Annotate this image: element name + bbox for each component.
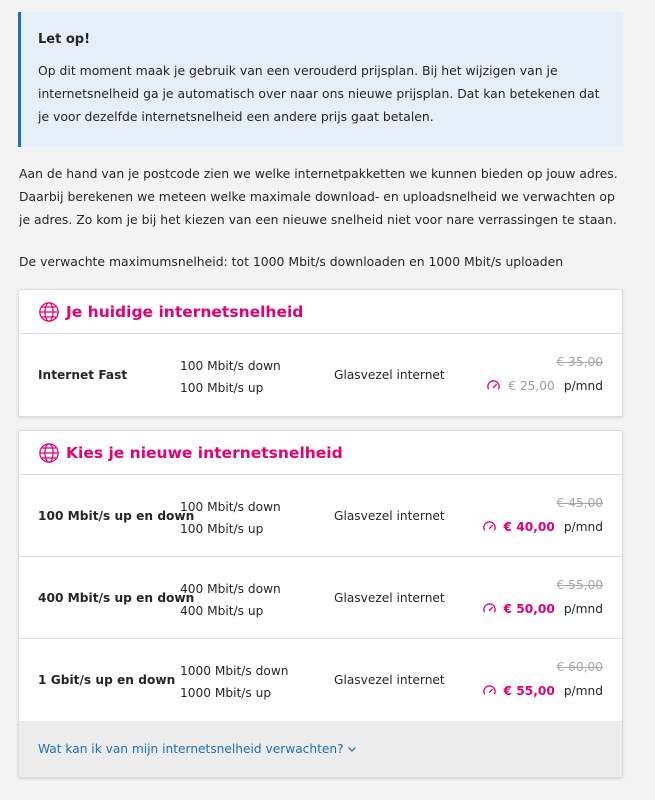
notice-box — [18, 12, 623, 147]
old-price: € 45,00 — [556, 496, 603, 510]
price-line — [482, 683, 603, 698]
speed-option-100[interactable] — [19, 475, 622, 557]
plan-speeds — [180, 660, 289, 704]
old-price: € 35,00 — [556, 355, 603, 369]
plan-speeds — [180, 496, 281, 540]
plan-speeds — [180, 578, 281, 622]
price-line — [482, 519, 603, 534]
speedometer-icon — [486, 378, 501, 393]
choose-speed-header — [19, 431, 622, 475]
speed-option-400[interactable] — [19, 557, 622, 639]
globe-icon — [38, 442, 60, 464]
card-footer — [19, 721, 622, 777]
speed-expectation-link[interactable]: Wat kan ik van mijn internetsnelheid verwachten? — [38, 742, 344, 756]
intro-text: Aan de hand van je postcode zien we welke internetpakketten we kunnen bieden op jouw adres. Daarbij berekenen we meteen welke maximale download- en uploadsnelheid we verwachten op je adres. Zo kom je bij het kiezen van een nieuwe snelheid niet voor nare verrassingen te staan. — [19, 166, 618, 227]
new-price: € 40,00 — [503, 519, 555, 534]
per-month: p/mnd — [563, 683, 603, 698]
old-price: € 60,00 — [556, 660, 603, 674]
new-price: € 55,00 — [503, 683, 555, 698]
speedometer-icon — [482, 519, 497, 534]
plan-name: 1 Gbit/s up en down — [38, 673, 176, 687]
notice-title: Let op! — [38, 32, 91, 47]
price-line — [486, 378, 603, 393]
per-month: p/mnd — [563, 601, 603, 616]
speed-option-1g[interactable] — [19, 639, 622, 721]
current-speed-row — [19, 334, 622, 416]
upload-speed: 100 Mbit/s up — [180, 381, 264, 395]
current-speed-header — [19, 290, 622, 334]
upload-speed: 1000 Mbit/s up — [180, 686, 272, 700]
new-price: € 50,00 — [503, 601, 555, 616]
old-price: € 55,00 — [556, 578, 603, 592]
new-price: € 25,00 — [508, 378, 555, 393]
connection-type: Glasvezel internet — [334, 368, 445, 382]
per-month: p/mnd — [563, 378, 603, 393]
download-speed: 400 Mbit/s down — [180, 582, 281, 596]
per-month: p/mnd — [563, 519, 603, 534]
max-speed-text: De verwachte maximumsnelheid: tot 1000 Mbit/s downloaden en 1000 Mbit/s uploaden — [19, 254, 564, 269]
plan-name: 400 Mbit/s up en down — [38, 590, 195, 605]
choose-speed-title: Kies je nieuwe internetsnelheid — [66, 443, 343, 462]
notice-text: Op dit moment maak je gebruik van een verouderd prijsplan. Bij het wijzigen van je internetsnelheid ga je automatisch over naar ons nieuwe prijsplan. Dat kan betekenen dat je voor dezelfde internetsnelheid een andere prijs gaat betalen. — [38, 63, 600, 124]
price-line — [482, 601, 603, 616]
current-speed-title: Je huidige internetsnelheid — [66, 302, 304, 321]
download-speed: 100 Mbit/s down — [180, 500, 281, 514]
chevron-down-icon[interactable] — [347, 744, 357, 754]
plan-name: 100 Mbit/s up en down — [38, 508, 195, 523]
speedometer-icon — [482, 601, 497, 616]
download-speed: 1000 Mbit/s down — [180, 664, 289, 678]
current-speed-card — [18, 289, 623, 417]
upload-speed: 400 Mbit/s up — [180, 604, 264, 618]
plan-speeds — [180, 355, 281, 399]
upload-speed: 100 Mbit/s up — [180, 522, 264, 536]
speedometer-icon — [482, 683, 497, 698]
choose-speed-card — [18, 430, 623, 778]
plan-name: Internet Fast — [38, 368, 128, 382]
globe-icon — [38, 301, 60, 323]
download-speed: 100 Mbit/s down — [180, 359, 281, 373]
connection-type: Glasvezel internet — [334, 673, 445, 687]
connection-type: Glasvezel internet — [334, 508, 445, 523]
connection-type: Glasvezel internet — [334, 590, 445, 605]
